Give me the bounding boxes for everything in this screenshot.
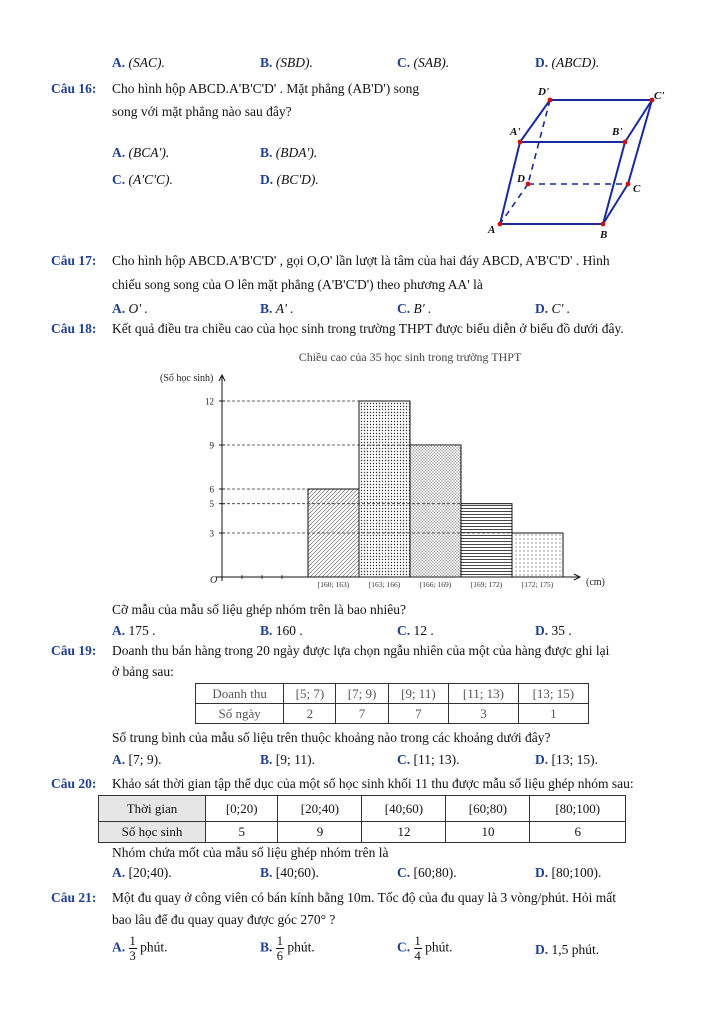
q19-option-c: C. [11; 13).	[397, 752, 460, 767]
label-a: A	[488, 224, 496, 236]
q17-option-a: A. O' .	[112, 301, 148, 316]
q21-c-fraction: $\frac{1}{4}$	[414, 934, 421, 963]
q19-option-a: A. [7; 9).	[112, 752, 162, 767]
q20-header-cell: Thời gian	[99, 796, 206, 822]
label-d: D	[517, 173, 525, 185]
q19-number: Câu 19:	[51, 643, 97, 658]
q19-option-d: D. [13; 15).	[535, 752, 598, 767]
y-tick-label: 6	[209, 484, 214, 495]
q19-cell: [9; 11)	[388, 684, 449, 704]
q18-number: Câu 18:	[51, 321, 97, 336]
q15-option-c: C. (SAB).	[397, 55, 450, 70]
q20-header-cell: Số học sinh	[99, 822, 206, 843]
q16-option-c: C. (A'C'C).	[112, 172, 173, 187]
q17-text-line1: Cho hình hộp ABCD.A'B'C'D' , gọi O,O' lần lượt là tâm của hai đáy ABCD, A'B'C'D' . Hình	[112, 253, 610, 268]
q20-cell: 10	[446, 822, 530, 843]
q17-text-line2: chiếu song song của O lên mặt phẳng (A'B'C'D') theo phương AA' là	[112, 277, 483, 292]
q20-question: Nhóm chứa mốt của mẫu số liệu ghép nhóm trên là	[112, 845, 389, 860]
q19-cell: [11; 13)	[449, 684, 519, 704]
q17-option-d: D. C' .	[535, 301, 571, 316]
q20-cell: [60;80)	[446, 796, 530, 822]
q16-text-line1: Cho hình hộp ABCD.A'B'C'D' . Mặt phẳng (AB'D') song	[112, 81, 420, 96]
q20-option-b: B. [40;60).	[260, 865, 319, 880]
q19-cell: [5; 7)	[284, 684, 336, 704]
parallelepiped-figure	[480, 82, 680, 242]
q19-text-line2: ở bảng sau:	[112, 664, 174, 679]
q20-number: Câu 20:	[51, 776, 97, 791]
q19-table-row	[196, 684, 589, 704]
q19-text-line1: Doanh thu bán hàng trong 20 ngày được lựa chọn ngẫu nhiên của một của hàng được ghi lại	[112, 643, 610, 658]
q21-option-d: D. 1,5 phút.	[535, 942, 600, 957]
q19-cell: Số ngày	[196, 704, 284, 724]
height-histogram	[150, 345, 620, 595]
q20-text-line1: Khảo sát thời gian tập thể dục của một số học sinh khối 11 thu được mẫu số liệu ghép nhóm sau:	[112, 776, 634, 791]
q15-option-a: A. (SAC).	[112, 55, 165, 70]
histogram-bar	[512, 533, 563, 577]
q21-b-fraction: $\frac{1}{6}$	[276, 934, 284, 963]
q20-table-row	[99, 822, 626, 843]
q21-option-b: B. $\frac{1}{6}$ phút.	[260, 934, 315, 963]
q20-cell: [40;60)	[362, 796, 446, 822]
chart-origin: O	[210, 575, 218, 586]
q21-option-c: C. $\frac{1}{4}$ phút.	[397, 934, 453, 963]
q18-text-line1: Kết quả điều tra chiều cao của học sinh trong trường THPT được biểu diễn ở biểu đồ dưới đây.	[112, 321, 624, 336]
label-a-prime: A'	[510, 126, 521, 138]
x-tick-label: [169; 172)	[470, 580, 503, 589]
q20-option-d: D. [80;100).	[535, 865, 602, 880]
q20-cell: [80;100)	[530, 796, 626, 822]
q20-table-row	[99, 796, 626, 822]
histogram-bar	[461, 504, 512, 577]
q20-option-a: A. [20;40).	[112, 865, 172, 880]
q18-option-c: C. 12 .	[397, 623, 434, 638]
q19-cell: 3	[449, 704, 519, 724]
q19-cell: 7	[388, 704, 449, 724]
q17-option-c: C. B' .	[397, 301, 432, 316]
q15-option-b: B. (SBD).	[260, 55, 313, 70]
q21-text-line1: Một đu quay ở công viên có bán kính bằng 10m. Tốc độ của đu quay là 3 vòng/phút. Hỏi mất	[112, 890, 617, 905]
q16-text-line2: song với mặt phẳng nào sau đây?	[112, 104, 292, 119]
q21-a-fraction: $\frac{1}{3}$	[129, 934, 136, 963]
q20-cell: 5	[206, 822, 278, 843]
y-tick-label: 5	[209, 499, 214, 510]
q20-cell: [0;20)	[206, 796, 278, 822]
label-d-prime: D'	[538, 86, 549, 98]
q19-table	[195, 683, 589, 724]
q20-cell: [20;40)	[278, 796, 362, 822]
q19-table-row	[196, 704, 589, 724]
q17-number: Câu 17:	[51, 253, 97, 268]
q18-option-d: D. 35 .	[535, 623, 572, 638]
y-tick-label: 12	[205, 396, 214, 407]
label-b-prime: B'	[612, 126, 623, 138]
chart-title: Chiều cao của 35 học sinh trong trường THPT	[298, 350, 522, 364]
q19-cell: 1	[518, 704, 588, 724]
y-tick-label: 3	[209, 528, 214, 539]
x-tick-label: [172; 175)	[521, 580, 554, 589]
q18-option-b: B. 160 .	[260, 623, 303, 638]
q19-cell: 2	[284, 704, 336, 724]
label-c-prime: C'	[654, 90, 665, 102]
q20-cell: 9	[278, 822, 362, 843]
x-tick-label: [160; 163)	[317, 580, 350, 589]
q15-option-d: D. (ABCD).	[535, 55, 600, 70]
histogram-bar	[359, 401, 410, 577]
q21-number: Câu 21:	[51, 890, 97, 905]
q17-option-b: B. A' .	[260, 301, 294, 316]
q16-option-b: B. (BDA').	[260, 145, 318, 160]
q16-option-d: D. (BC'D).	[260, 172, 319, 187]
x-tick-label: [166; 169)	[419, 580, 452, 589]
q21-text-line2: bao lâu để đu quay quay được góc 270° ?	[112, 912, 336, 927]
q20-cell: 6	[530, 822, 626, 843]
q19-cell: [7; 9)	[336, 684, 388, 704]
label-c: C	[633, 183, 641, 195]
q16-number: Câu 16:	[51, 81, 97, 96]
histogram-bar	[410, 445, 461, 577]
q19-option-b: B. [9; 11).	[260, 752, 316, 767]
q21-option-a: A. $\frac{1}{3}$ phút.	[112, 934, 168, 963]
q20-table	[98, 795, 626, 843]
chart-xlabel: (cm)	[586, 577, 605, 588]
q19-cell: 7	[336, 704, 388, 724]
label-b: B	[600, 229, 608, 241]
q18-question: Cỡ mẫu của mẫu số liệu ghép nhóm trên là bao nhiêu?	[112, 602, 406, 617]
q19-question: Số trung bình của mẫu số liệu trên thuộc khoảng nào trong các khoảng dưới đây?	[112, 730, 551, 745]
q20-option-c: C. [60;80).	[397, 865, 457, 880]
chart-ylabel: (Số học sinh)	[160, 373, 214, 384]
x-tick-label: [163; 166)	[368, 580, 401, 589]
q19-cell: Doanh thu	[196, 684, 284, 704]
y-tick-label: 9	[209, 440, 214, 451]
q16-option-a: A. (BCA').	[112, 145, 170, 160]
q20-cell: 12	[362, 822, 446, 843]
q18-option-a: A. 175 .	[112, 623, 156, 638]
q19-cell: [13; 15)	[518, 684, 588, 704]
